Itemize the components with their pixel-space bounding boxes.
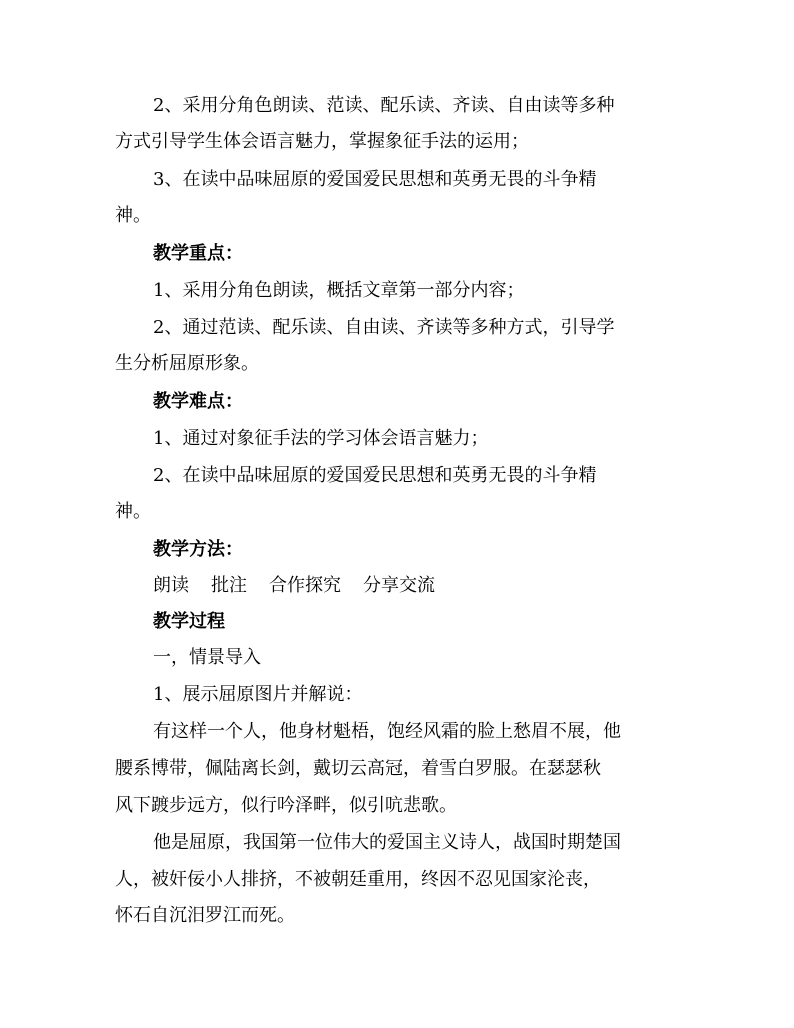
intro-paragraph-1-line-1: 有这样一个人，他身材魁梧，饱经风霜的脸上愁眉不展，他: [153, 721, 621, 742]
difficult-point-item-2-line-2: 神。: [115, 501, 151, 522]
intro-paragraph-2-line-1: 他是屈原，我国第一位伟大的爱国主义诗人，战国时期楚国: [153, 832, 621, 853]
method-item: 合作探究: [269, 575, 341, 596]
key-point-item-2-line-2: 生分析屈原形象。: [115, 353, 259, 374]
objective-item-2-line-2: 方式引导学生体会语言魅力，掌握象征手法的运用；: [115, 131, 529, 152]
difficult-point-item-2-line-1: 2、在读中品味屈原的爱国爱民思想和英勇无畏的斗争精: [153, 465, 597, 486]
method-item: 批注: [211, 575, 247, 596]
key-points-heading: 教学重点：: [153, 243, 243, 264]
difficult-points-heading: 教学难点：: [153, 391, 243, 412]
process-section-1: 一，情景导入: [153, 647, 261, 668]
key-point-item-1: 1、采用分角色朗读，概括文章第一部分内容；: [153, 280, 525, 301]
method-item: 分享交流: [363, 575, 435, 596]
objective-item-3-line-1: 3、在读中品味屈原的爱国爱民思想和英勇无畏的斗争精: [153, 169, 597, 190]
method-item: 朗读: [153, 575, 189, 596]
intro-paragraph-2-line-3: 怀石自沉汨罗江而死。: [115, 905, 295, 926]
key-point-item-2-line-1: 2、通过范读、配乐读、自由读、齐读等多种方式，引导学: [153, 317, 615, 338]
process-heading: 教学过程: [153, 611, 225, 632]
objective-item-2-line-1: 2、采用分角色朗读、范读、配乐读、齐读、自由读等多种: [153, 95, 615, 116]
intro-paragraph-2-line-2: 人，被奸佞小人排挤，不被朝廷重用，终因不忍见国家沦丧，: [115, 869, 601, 890]
difficult-point-item-1: 1、通过对象征手法的学习体会语言魅力；: [153, 428, 489, 449]
intro-paragraph-1-line-3: 风下踱步远方，似行吟泽畔，似引吭悲歌。: [115, 795, 457, 816]
intro-paragraph-1-line-2: 腰系博带，佩陆离长剑，戴切云高冠，着雪白罗服。在瑟瑟秋: [115, 758, 601, 779]
process-step-1: 1、展示屈原图片并解说：: [153, 684, 363, 705]
methods-list: [153, 568, 435, 604]
objective-item-3-line-2: 神。: [115, 205, 151, 226]
methods-heading: 教学方法：: [153, 539, 243, 560]
